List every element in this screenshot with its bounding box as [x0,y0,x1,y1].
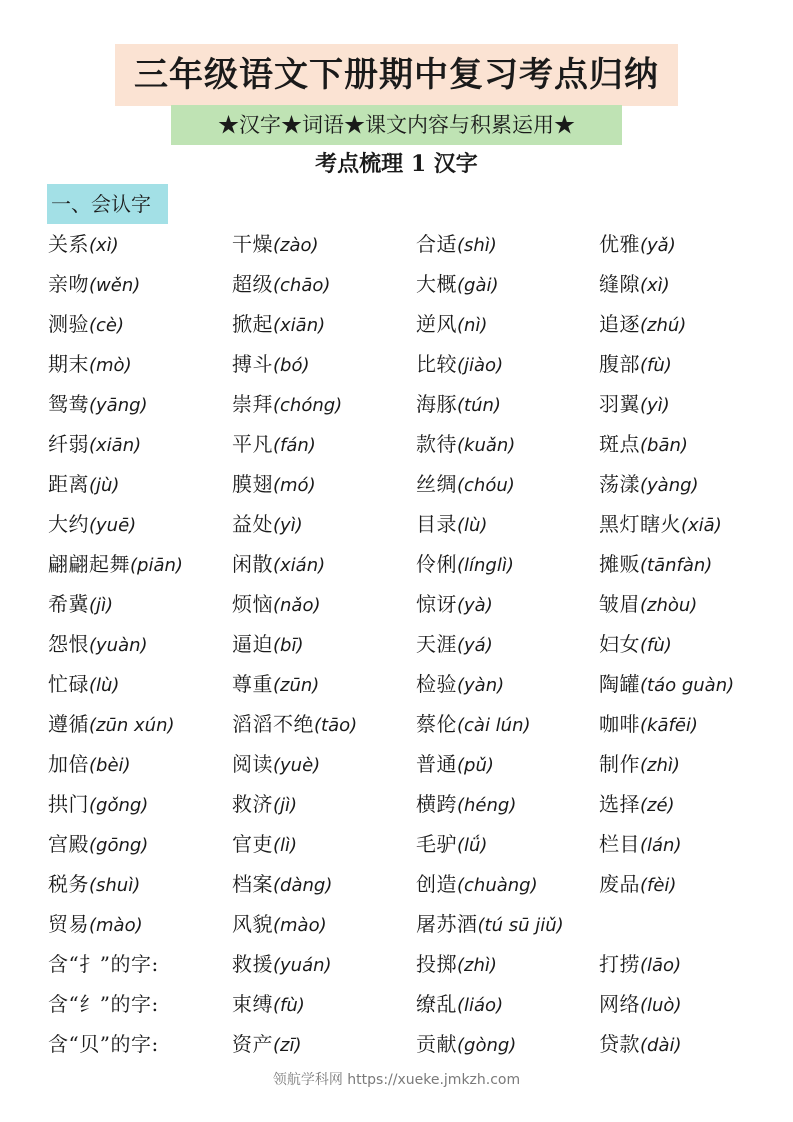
vocab-pinyin: (xián) [273,555,326,576]
vocab-pinyin: (kuǎn) [457,435,516,456]
vocab-word: 期末 [48,352,89,376]
vocab-pinyin: (lán) [640,835,682,856]
vocab-word: 选择 [599,792,640,816]
vocab-item [232,224,319,264]
vocab-pinyin: (pǔ) [457,755,494,776]
vocab-row [48,864,788,904]
vocab-item [232,464,316,504]
vocab-word: 距离 [48,472,89,496]
vocab-item [599,384,670,424]
vocab-word: 斑点 [599,432,640,456]
vocab-pinyin: (héng) [457,795,517,816]
vocab-item [232,344,309,384]
vocab-item [48,584,113,624]
vocab-pinyin: (dàng) [273,875,333,896]
vocab-item [416,984,503,1024]
vocab-pinyin: (lù) [89,675,120,696]
vocab-item [232,664,319,704]
vocab-row [48,784,788,824]
vocab-item [416,744,494,784]
vocab-item [48,504,136,544]
vocab-item [232,904,327,944]
vocab-item [232,984,305,1024]
vocab-word: 滔滔不绝 [232,712,314,736]
vocab-item [48,984,159,1024]
vocab-word: 羽翼 [599,392,640,416]
vocab-word: 普通 [416,752,457,776]
vocab-pinyin: (yá) [457,635,493,656]
vocab-word: 惊讶 [416,592,457,616]
vocab-pinyin: (jiào) [457,355,504,376]
vocab-word: 逆风 [416,312,457,336]
vocab-pinyin: (xiān) [89,435,142,456]
vocab-pinyin: (yuàn) [89,635,148,656]
vocab-pinyin: (línglì) [457,555,514,576]
vocab-word: 毛驴 [416,832,457,856]
vocab-row [48,424,788,464]
vocab-row [48,464,788,504]
vocab-word: 咖啡 [599,712,640,736]
vocab-word: 尊重 [232,672,273,696]
vocab-pinyin: (mò) [89,355,132,376]
vocab-pinyin: (yì) [273,515,303,536]
sub-heading-recognize-chars: 一、会认字 [47,184,168,224]
vocab-item [599,224,676,264]
vocab-pinyin: (lì) [273,835,298,856]
vocab-word: 皱眉 [599,592,640,616]
vocab-pinyin: (tún) [457,395,501,416]
vocab-word: 款待 [416,432,457,456]
vocab-pinyin: (cè) [89,315,125,336]
vocab-item [48,1024,159,1064]
vocab-item [48,904,143,944]
vocab-word: 鸳鸯 [48,392,89,416]
vocab-item [48,664,119,704]
vocab-word: 希冀 [48,592,89,616]
vocab-item [232,864,332,904]
vocab-word: 含“纟”的字: [48,992,159,1016]
vocab-word: 加倍 [48,752,89,776]
vocab-item [48,224,119,264]
vocab-item [416,864,538,904]
vocab-item [48,784,148,824]
vocab-row [48,624,788,664]
vocab-pinyin: (yuán) [273,955,332,976]
vocab-pinyin: (shuì) [89,875,141,896]
vocab-item [416,344,503,384]
vocab-word: 创造 [416,872,457,896]
vocab-word: 废品 [599,872,640,896]
vocab-item [416,944,497,984]
vocab-word: 闲散 [232,552,273,576]
vocab-item [416,624,493,664]
vocab-item [416,544,514,584]
vocab-pinyin: (xì) [89,235,119,256]
vocab-word: 缝隙 [599,272,640,296]
vocab-word: 贷款 [599,1032,640,1056]
vocab-word: 怨恨 [48,632,89,656]
vocab-pinyin: (yàng) [640,475,699,496]
vocab-item [48,624,148,664]
vocab-item [232,264,330,304]
vocab-word: 崇拜 [232,392,273,416]
vocab-pinyin: (zūn) [273,675,320,696]
vocab-item [599,624,672,664]
vocab-row [48,304,788,344]
vocab-pinyin: (zī) [273,1035,302,1056]
vocab-item [48,464,119,504]
vocab-item [232,944,332,984]
vocab-item [416,904,564,944]
vocab-pinyin: (fèi) [640,875,677,896]
vocab-item [416,1024,516,1064]
vocab-pinyin: (yì) [640,395,670,416]
vocab-pinyin: (zhì) [457,955,497,976]
vocab-word: 救援 [232,952,273,976]
vocab-word: 测验 [48,312,89,336]
vocab-pinyin: (zūn xún) [89,715,175,736]
vocab-word: 关系 [48,232,89,256]
vocab-word: 比较 [416,352,457,376]
vocab-pinyin: (yāng) [89,395,148,416]
vocab-pinyin: (yuè) [273,755,321,776]
vocab-item [48,304,124,344]
vocab-pinyin: (chóng) [273,395,343,416]
vocab-item [599,704,698,744]
vocab-item [232,544,325,584]
vocab-item [599,824,681,864]
vocab-row [48,904,788,944]
vocab-word: 缭乱 [416,992,457,1016]
vocab-pinyin: (fán) [273,435,316,456]
vocab-word: 检验 [416,672,457,696]
vocab-row [48,504,788,544]
vocab-pinyin: (chuàng) [457,875,538,896]
vocab-word: 荡漾 [599,472,640,496]
vocab-word: 贸易 [48,912,89,936]
vocab-word: 摊贩 [599,552,640,576]
vocab-item [599,344,672,384]
vocab-item [48,344,132,384]
footer-watermark: 领航学科网 https://xueke.jmkzh.com [272,1072,521,1088]
vocab-pinyin: (dài) [640,1035,682,1056]
vocab-item [232,504,303,544]
vocab-word: 档案 [232,872,273,896]
vocab-item [416,464,515,504]
vocab-row [48,544,788,584]
vocab-row [48,1024,788,1064]
vocab-word: 妇女 [599,632,640,656]
vocab-word: 遵循 [48,712,89,736]
vocab-pinyin: (mào) [273,915,327,936]
vocab-item [599,944,681,984]
vocab-item [48,944,159,984]
vocab-pinyin: (bèi) [89,755,131,776]
vocab-pinyin: (tānfàn) [640,555,713,576]
section-title: 考点梳理 1 汉字 [315,151,478,177]
vocab-row [48,824,788,864]
vocab-pinyin: (yǎ) [640,235,676,256]
vocab-pinyin: (lǘ) [457,835,488,856]
vocab-pinyin: (mào) [89,915,143,936]
vocab-word: 黑灯瞎火 [599,512,681,536]
vocab-word: 拱门 [48,792,89,816]
vocab-word: 丝绸 [416,472,457,496]
vocab-word: 网络 [599,992,640,1016]
vocab-item [599,864,676,904]
vocab-word: 税务 [48,872,89,896]
vocab-pinyin: (xì) [640,275,670,296]
vocab-item [416,704,531,744]
vocab-word: 栏目 [599,832,640,856]
vocab-pinyin: (luò) [640,995,682,1016]
vocab-item [232,624,303,664]
vocab-word: 阅读 [232,752,273,776]
vocab-word: 救济 [232,792,273,816]
vocab-item [599,784,675,824]
vocab-pinyin: (zhú) [640,315,687,336]
vocab-pinyin: (nì) [457,315,488,336]
vocabulary-grid [48,224,788,1064]
vocab-pinyin: (táo guàn) [640,675,735,696]
vocab-word: 掀起 [232,312,273,336]
vocab-pinyin: (tú sū jiǔ) [477,915,564,936]
vocab-item [599,1024,682,1064]
vocab-word: 打捞 [599,952,640,976]
vocab-word: 合适 [416,232,457,256]
vocab-word: 纤弱 [48,432,89,456]
vocab-pinyin: (jì) [273,795,298,816]
vocab-pinyin: (yàn) [457,675,505,696]
vocab-pinyin: (nǎo) [273,595,321,616]
vocab-word: 资产 [232,1032,273,1056]
vocab-item [599,984,681,1024]
vocab-row [48,224,788,264]
vocab-pinyin: (gǒng) [89,795,149,816]
vocab-item [232,744,320,784]
vocab-pinyin: (bó) [273,355,310,376]
vocab-item [232,304,325,344]
vocab-row [48,264,788,304]
vocab-item [416,584,493,624]
vocab-item [232,584,321,624]
vocab-word: 益处 [232,512,273,536]
vocab-item [416,304,487,344]
vocab-pinyin: (tāo) [314,715,358,736]
vocab-item [232,824,297,864]
vocab-pinyin: (bī) [273,635,304,656]
vocab-item [599,664,734,704]
vocab-item [416,784,516,824]
vocab-pinyin: (fù) [640,635,672,656]
vocab-word: 干燥 [232,232,273,256]
vocab-pinyin: (fù) [273,995,305,1016]
vocab-item [232,384,342,424]
vocab-item [416,224,497,264]
vocab-word: 膜翅 [232,472,273,496]
vocab-pinyin: (cài lún) [457,715,531,736]
vocab-word: 蔡伦 [416,712,457,736]
vocab-pinyin: (shì) [457,235,497,256]
vocab-pinyin: (wěn) [89,275,141,296]
vocab-item [232,424,316,464]
vocab-item [48,424,141,464]
vocab-row [48,344,788,384]
vocab-pinyin: (xiān) [273,315,326,336]
vocab-item [416,824,487,864]
vocab-row [48,704,788,744]
vocab-word: 海豚 [416,392,457,416]
vocab-word: 搏斗 [232,352,273,376]
page-title: 三年级语文下册期中复习考点归纳 [115,44,678,106]
vocab-pinyin: (fù) [640,355,672,376]
vocab-row [48,664,788,704]
vocab-item [416,424,515,464]
vocab-item [48,544,183,584]
vocab-pinyin: (piān) [130,555,183,576]
vocab-word: 官吏 [232,832,273,856]
vocab-item [599,424,688,464]
vocab-word: 伶俐 [416,552,457,576]
vocab-item [48,704,175,744]
vocab-item [416,664,504,704]
vocab-pinyin: (jù) [89,475,120,496]
vocab-item [48,264,140,304]
vocab-item [599,464,699,504]
vocab-word: 亲吻 [48,272,89,296]
vocab-row [48,584,788,624]
vocab-pinyin: (liáo) [457,995,504,1016]
vocab-pinyin: (kāfēi) [640,715,698,736]
vocab-word: 含“贝”的字: [48,1032,159,1056]
vocab-item [48,384,148,424]
vocab-item [48,744,131,784]
vocab-pinyin: (zhì) [640,755,680,776]
vocab-word: 大约 [48,512,89,536]
vocab-item [599,584,697,624]
vocab-pinyin: (zào) [273,235,319,256]
vocab-word: 目录 [416,512,457,536]
vocab-word: 大概 [416,272,457,296]
vocab-row [48,984,788,1024]
vocab-word: 束缚 [232,992,273,1016]
vocab-pinyin: (yà) [457,595,493,616]
vocab-word: 天涯 [416,632,457,656]
vocab-row [48,744,788,784]
vocab-item [599,504,722,544]
vocab-word: 宫殿 [48,832,89,856]
vocab-item [599,744,680,784]
vocab-word: 忙碌 [48,672,89,696]
vocab-pinyin: (jì) [89,595,114,616]
vocab-word: 陶罐 [599,672,640,696]
vocab-pinyin: (xiā) [681,515,722,536]
vocab-word: 平凡 [232,432,273,456]
vocab-word: 追逐 [599,312,640,336]
vocab-item [416,264,499,304]
vocab-word: 风貌 [232,912,273,936]
vocab-item [416,504,487,544]
vocab-item [232,1024,302,1064]
vocab-row [48,384,788,424]
vocab-word: 逼迫 [232,632,273,656]
vocab-word: 烦恼 [232,592,273,616]
vocab-pinyin: (lāo) [640,955,682,976]
vocab-pinyin: (gòng) [457,1035,517,1056]
vocab-pinyin: (chāo) [273,275,331,296]
vocab-pinyin: (zé) [640,795,675,816]
page-subtitle: ★汉字★词语★课文内容与积累运用★ [171,105,622,145]
vocab-pinyin: (bān) [640,435,688,456]
vocab-item [416,384,501,424]
vocab-word: 屠苏酒 [416,912,478,936]
vocab-pinyin: (zhòu) [640,595,698,616]
vocab-item [232,704,357,744]
vocab-word: 翩翩起舞 [48,552,130,576]
vocab-row [48,944,788,984]
vocab-item [48,864,140,904]
vocab-item [599,304,686,344]
vocab-word: 优雅 [599,232,640,256]
vocab-pinyin: (yuē) [89,515,137,536]
vocab-pinyin: (gài) [457,275,499,296]
vocab-item [232,784,297,824]
vocab-word: 含“扌”的字: [48,952,159,976]
vocab-pinyin: (gōng) [89,835,149,856]
vocab-word: 超级 [232,272,273,296]
vocab-word: 贡献 [416,1032,457,1056]
vocab-pinyin: (lù) [457,515,488,536]
vocab-pinyin: (mó) [273,475,316,496]
vocab-word: 制作 [599,752,640,776]
vocab-pinyin: (chóu) [457,475,515,496]
vocab-item [48,824,148,864]
vocab-word: 横跨 [416,792,457,816]
vocab-word: 腹部 [599,352,640,376]
vocab-item [599,544,712,584]
vocab-item [599,264,670,304]
vocab-word: 投掷 [416,952,457,976]
